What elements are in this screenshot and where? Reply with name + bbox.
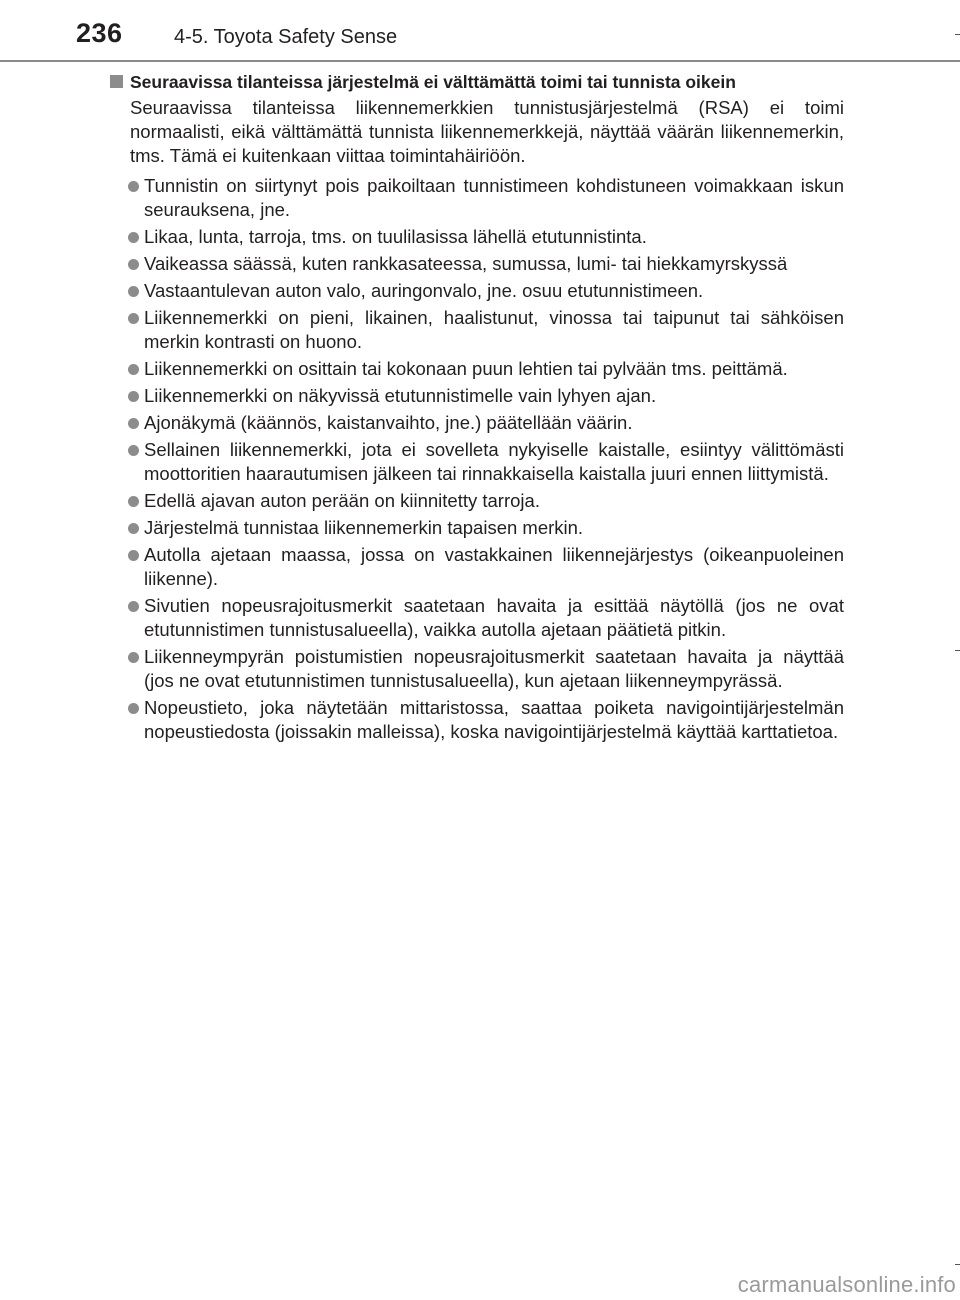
intro-paragraph: Seuraavissa tilanteissa liikennemerkkien tunnistusjärjestelmä (RSA) ei toimi normaalisti, eikä välttämättä tunnista liikennemerkkejä, näyttää väärän liikennemerkin, tms. Tämä ei kuitenkaan viittaa toimintahäiriöön. <box>130 97 844 166</box>
list-item <box>110 384 844 408</box>
list-item <box>110 645 844 693</box>
bullet-list <box>110 174 844 744</box>
list-item <box>110 252 844 276</box>
list-item <box>110 279 844 303</box>
page-content <box>110 70 844 747</box>
section-title: 4-5. Toyota Safety Sense <box>174 26 398 48</box>
list-item-text: Liikennemerkki on osittain tai kokonaan puun lehtien tai pylvään tms. peittämä. <box>144 358 788 379</box>
watermark: carmanualsonline.info <box>737 1272 956 1297</box>
crop-mark <box>955 650 960 651</box>
page-number: 236 <box>76 18 123 48</box>
crop-mark <box>955 34 960 35</box>
list-item <box>110 411 844 435</box>
circle-bullet-icon <box>128 181 139 192</box>
circle-bullet-icon <box>128 445 139 456</box>
circle-bullet-icon <box>128 496 139 507</box>
circle-bullet-icon <box>128 550 139 561</box>
list-item-text: Sivutien nopeusrajoitusmerkit saatetaan havaita ja esittää näytöllä (jos ne ovat etutunnistimen tunnistusalueella), vaikka autolla ajetaan päätietä pitkin. <box>144 595 844 640</box>
circle-bullet-icon <box>128 523 139 534</box>
list-item-text: Sellainen liikennemerkki, jota ei sovelleta nykyiselle kaistalle, esiintyy välittömästi moottoritien haarautumisen jälkeen tai rinnakkaisella kaistalla juuri ennen liittymistä. <box>144 439 844 484</box>
list-item <box>110 174 844 222</box>
list-item <box>110 438 844 486</box>
list-item <box>110 594 844 642</box>
section-heading-text: Seuraavissa tilanteissa järjestelmä ei välttämättä toimi tai tunnista oikein <box>130 72 736 92</box>
section-heading <box>110 70 844 94</box>
circle-bullet-icon <box>128 364 139 375</box>
list-item <box>110 543 844 591</box>
list-item-text: Liikennemerkki on näkyvissä etutunnistimelle vain lyhyen ajan. <box>144 385 657 406</box>
crop-mark <box>955 1264 960 1265</box>
list-item-text: Vaikeassa säässä, kuten rankkasateessa, sumussa, lumi- tai hiekkamyrskyssä <box>144 253 788 274</box>
list-item-text: Likaa, lunta, tarroja, tms. on tuulilasissa lähellä etutunnistinta. <box>144 226 647 247</box>
circle-bullet-icon <box>128 652 139 663</box>
list-item-text: Nopeustieto, joka näytetään mittaristossa, saattaa poiketa navigointijärjestelmän nopeustiedosta (joissakin malleissa), koska navigointijärjestelmä käyttää karttatietoa. <box>144 697 844 742</box>
list-item <box>110 225 844 249</box>
list-item <box>110 696 844 744</box>
list-item-text: Vastaantulevan auton valo, auringonvalo, jne. osuu etutunnistimeen. <box>144 280 704 301</box>
list-item-text: Järjestelmä tunnistaa liikennemerkin tapaisen merkin. <box>144 517 584 538</box>
list-item-text: Liikenneympyrän poistumistien nopeusrajoitusmerkit saatetaan havaita ja näyttää (jos ne ovat etutunnistimen tunnistusalueella), kun ajetaan liikenneympyrässä. <box>144 646 844 691</box>
circle-bullet-icon <box>128 232 139 243</box>
circle-bullet-icon <box>128 601 139 612</box>
list-item <box>110 357 844 381</box>
list-item-text: Ajonäkymä (käännös, kaistanvaihto, jne.) päätellään väärin. <box>144 412 633 433</box>
list-item-text: Autolla ajetaan maassa, jossa on vastakkainen liikennejärjestys (oikeanpuoleinen liikenne). <box>144 544 844 589</box>
list-item <box>110 489 844 513</box>
list-item <box>110 516 844 540</box>
circle-bullet-icon <box>128 391 139 402</box>
circle-bullet-icon <box>128 703 139 714</box>
page-header <box>0 0 960 62</box>
header-rule <box>0 60 960 62</box>
circle-bullet-icon <box>128 259 139 270</box>
square-bullet-icon <box>110 75 123 88</box>
circle-bullet-icon <box>128 313 139 324</box>
list-item-text: Edellä ajavan auton perään on kiinnitetty tarroja. <box>144 490 540 511</box>
list-item-text: Tunnistin on siirtynyt pois paikoiltaan tunnistimeen kohdistuneen voimakkaan iskun seurauksena, jne. <box>144 175 844 220</box>
circle-bullet-icon <box>128 286 139 297</box>
list-item-text: Liikennemerkki on pieni, likainen, haalistunut, vinossa tai taipunut tai sähköisen merkin kontrasti on huono. <box>144 307 844 352</box>
circle-bullet-icon <box>128 418 139 429</box>
list-item <box>110 306 844 354</box>
